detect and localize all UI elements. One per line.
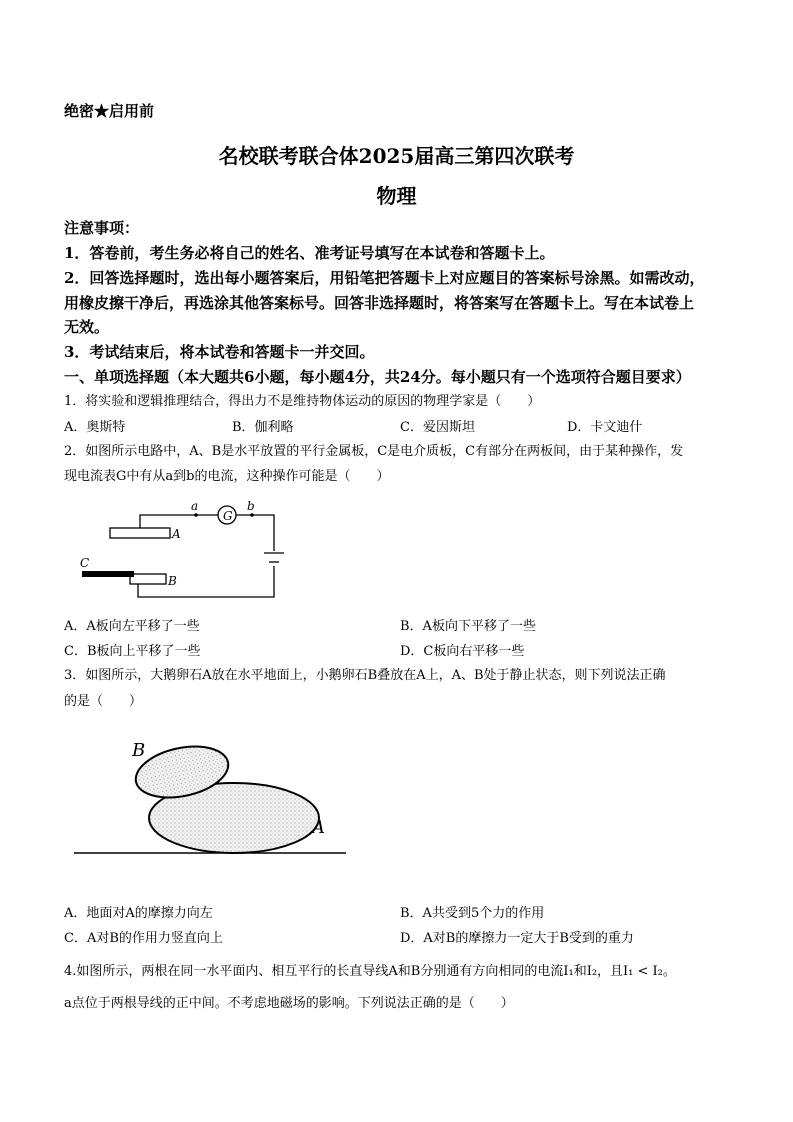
q1-option-a: A．奥斯特 (64, 420, 126, 435)
q1-option-c: C．爱因斯坦 (400, 420, 475, 435)
label-stone-a: A (312, 817, 325, 838)
q1-stem: 1．将实验和逻辑推理结合，得出力不是维持物体运动的原因的物理学家是（ ） (64, 394, 541, 409)
notice-item-3: 3．考试结束后，将本试卷和答题卡一并交回。 (64, 343, 375, 361)
plate-b (130, 574, 166, 584)
subject-title: 物理 (376, 184, 417, 208)
label-dielectric-c: C (80, 556, 90, 570)
q4-stem-line-1: 4.如图所示，两根在同一水平面内、相互平行的长直导线A和B分别通有方向相同的电流I₁和I₂，且I₁ < I₂。 (64, 964, 676, 979)
q2-option-c: C．B板向上平移了一些 (64, 644, 201, 659)
q3-option-d: D．A对B的摩擦力一定大于B受到的重力 (400, 931, 634, 946)
label-a-node: a (191, 499, 199, 513)
q1-option-d: D．卡文迪什 (567, 420, 643, 435)
node-b (250, 513, 254, 517)
section-1-heading: 一、单项选择题（本大题共6小题，每小题4分，共24分。每小题只有一个选项符合题目要求） (64, 368, 691, 386)
label-b-node: b (247, 499, 255, 513)
q3-stem-line-2: 的是（ ） (64, 694, 143, 709)
notice-item-2-line-1: 2．回答选择题时，选出每小题答案后，用铅笔把答题卡上对应题目的答案标号涂黑。如需改动， (64, 269, 705, 287)
exam-title: 名校联考联合体2025届高三第四次联考 (218, 144, 575, 168)
wire-battery-to-b (138, 566, 274, 597)
q2-stem-line-1: 2．如图所示电路中，A、B是水平放置的平行金属板，C是电介质板，C有部分在两板间，由于某种操作，发 (64, 444, 684, 459)
q3-option-c: C．A对B的作用力竖直向上 (64, 931, 223, 946)
q2-circuit-figure (70, 495, 285, 605)
q1-option-b: B．伽利略 (232, 420, 294, 435)
wire-g-to-battery (236, 515, 274, 551)
q2-option-d: D．C板向右平移一些 (400, 644, 525, 659)
confidential-label: 绝密★启用前 (64, 102, 155, 120)
q3-stem-line-1: 3．如图所示，大鹅卵石A放在水平地面上，小鹅卵石B叠放在A上，A、B处于静止状态，则下列说法正确 (64, 668, 666, 683)
q4-stem-line-2: a点位于两根导线的正中间。不考虑地磁场的影响。下列说法正确的是（ ） (64, 996, 514, 1011)
q3-option-a: A．地面对A的摩擦力向左 (64, 906, 213, 921)
q2-option-a: A．A板向左平移了一些 (64, 619, 200, 634)
label-plate-b: B (168, 574, 177, 588)
notice-item-2-line-3: 无效。 (64, 318, 110, 336)
plate-a (110, 528, 170, 538)
notice-item-1: 1．答卷前，考生务必将自己的姓名、准考证号填写在本试卷和答题卡上。 (64, 244, 555, 262)
label-stone-b: B (132, 740, 146, 761)
label-g: G (223, 509, 233, 523)
notice-heading: 注意事项： (64, 219, 140, 237)
notice-item-2-line-2: 用橡皮擦干净后，再选涂其他答案标号。回答非选择题时，将答案写在答题卡上。写在本试卷上 (64, 294, 695, 312)
dielectric-c (82, 571, 134, 577)
node-a (194, 513, 198, 517)
q2-stem-line-2: 现电流表G中有从a到b的电流，这种操作可能是（ ） (64, 469, 390, 484)
q3-option-b: B．A共受到5个力的作用 (400, 906, 545, 921)
label-plate-a: A (172, 527, 181, 541)
q2-option-b: B．A板向下平移了一些 (400, 619, 536, 634)
q3-stones-figure (70, 730, 350, 860)
